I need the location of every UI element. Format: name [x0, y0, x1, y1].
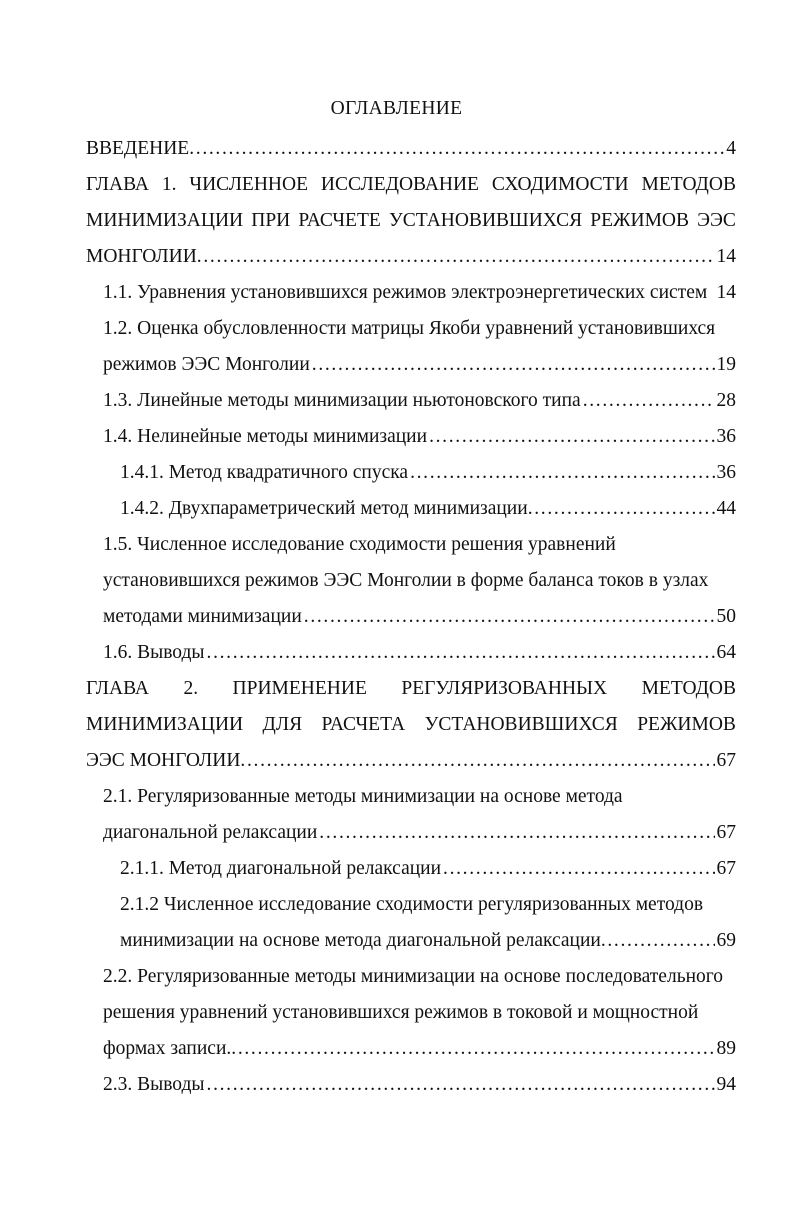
- toc-entry-1-6[interactable]: [103, 638, 736, 668]
- toc-entry-2-2[interactable]: [103, 1034, 736, 1064]
- toc-entry-1-2-line1[interactable]: 1.2. Оценка обусловленности матрицы Якоби уравнений установившихся: [103, 318, 716, 339]
- word: ДЛЯ: [262, 714, 303, 735]
- entry-label: методами минимизации: [103, 606, 302, 627]
- page-number: 67: [716, 750, 736, 771]
- chapter2-heading-line1[interactable]: [86, 674, 736, 704]
- toc-entry-1-4-2[interactable]: [120, 494, 736, 524]
- word: РАСЧЕТА: [321, 714, 406, 735]
- dot-leader: [601, 926, 715, 956]
- page-number: 28: [716, 390, 736, 411]
- page-number: 14: [716, 282, 736, 303]
- entry-label: 2.3. Выводы: [103, 1074, 205, 1095]
- word: СХОДИМОСТИ: [491, 174, 629, 195]
- page-number: 89: [716, 1038, 736, 1059]
- toc-entry-1-5[interactable]: [103, 602, 736, 632]
- page-number: 50: [716, 606, 736, 627]
- word: МИНИМИЗАЦИИ: [86, 714, 244, 735]
- entry-label: минимизации на основе метода диагональной релаксации: [120, 930, 601, 951]
- toc-title: ОГЛАВЛЕНИЕ: [330, 98, 463, 119]
- entry-label: 1.6. Выводы: [103, 642, 205, 663]
- page-number: 36: [716, 462, 736, 483]
- word: РЕГУЛЯРИЗОВАННЫХ: [401, 678, 608, 699]
- page-number: 44: [716, 498, 736, 519]
- dot-leader: [429, 422, 714, 452]
- chapter1-heading-line1[interactable]: [86, 170, 736, 200]
- dot-leader: [410, 458, 714, 488]
- toc-entry-2-1-2-line1[interactable]: 2.1.2 Численное исследование сходимости регуляризованных методов: [120, 894, 704, 915]
- word: УСТАНОВИВШИХСЯ: [424, 714, 618, 735]
- entry-label: 1.4. Нелинейные методы минимизации: [103, 426, 428, 447]
- page-number: 69: [716, 930, 736, 951]
- page-number: 94: [716, 1074, 736, 1095]
- entry-label: 1.3. Линейные методы минимизации ньютоновского типа: [103, 390, 581, 411]
- toc-entry-chapter1[interactable]: [86, 242, 736, 272]
- word: МЕТОДОВ: [641, 174, 736, 195]
- entry-label: 1.1. Уравнения установившихся режимов электроэнергетических систем: [103, 282, 708, 303]
- word: 1.: [161, 174, 177, 195]
- toc-entry-2-1-line1[interactable]: 2.1. Регуляризованные методы минимизации на основе метода: [103, 786, 623, 807]
- toc-entry-chapter2[interactable]: [86, 746, 736, 776]
- word: МЕТОДОВ: [641, 678, 736, 699]
- entry-label: режимов ЭЭС Монголии: [103, 354, 310, 375]
- dot-leader: [443, 854, 714, 884]
- word: ГЛАВА: [86, 678, 149, 699]
- page-number: 36: [716, 426, 736, 447]
- dot-leader: [240, 746, 714, 776]
- dot-leader: [304, 602, 715, 632]
- entry-label: 1.4.2. Двухпараметрический метод минимизации: [120, 498, 528, 519]
- word: РЕЖИМОВ: [590, 210, 690, 231]
- toc-entry-2-3[interactable]: [103, 1070, 736, 1100]
- entry-label: ВВЕДЕНИЕ: [86, 138, 190, 159]
- dot-leader: [189, 134, 724, 164]
- entry-label: МОНГОЛИИ: [86, 246, 197, 267]
- word: РЕЖИМОВ: [637, 714, 736, 735]
- dot-leader: [231, 1034, 714, 1064]
- word: ЭЭС: [697, 210, 736, 231]
- toc-entry-1-1[interactable]: [103, 278, 736, 308]
- toc-entry-1-3[interactable]: [103, 386, 736, 416]
- word: ГЛАВА: [86, 174, 149, 195]
- word: ЧИСЛЕННОЕ: [189, 174, 308, 195]
- dot-leader: [197, 242, 715, 272]
- word: РАСЧЕТЕ: [298, 210, 381, 231]
- toc-entry-2-2-line1[interactable]: 2.2. Регуляризованные методы минимизации на основе последовательного: [103, 966, 724, 987]
- page-number: 67: [716, 858, 736, 879]
- entry-label: 2.1.1. Метод диагональной релаксации: [120, 858, 442, 879]
- toc-entry-2-1-1[interactable]: [120, 854, 736, 884]
- toc-entry-1-5-line2[interactable]: установившихся режимов ЭЭС Монголии в форме баланса токов в узлах: [103, 570, 709, 591]
- toc-entry-2-1[interactable]: [103, 818, 736, 848]
- toc-entry-2-1-2[interactable]: [120, 926, 736, 956]
- chapter1-heading-line2[interactable]: [86, 206, 736, 236]
- dot-leader: [528, 494, 715, 524]
- chapter2-heading-line2[interactable]: [86, 710, 736, 740]
- entry-label: диагональной релаксации: [103, 822, 318, 843]
- toc-entry-intro[interactable]: [86, 134, 736, 164]
- dot-leader: [312, 350, 715, 380]
- dot-leader: [207, 638, 715, 668]
- page-number: 14: [716, 246, 736, 267]
- word: ИССЛЕДОВАНИЕ: [320, 174, 479, 195]
- toc-entry-1-4-1[interactable]: [120, 458, 736, 488]
- toc-entry-1-2[interactable]: [103, 350, 736, 380]
- page-number: 64: [716, 642, 736, 663]
- page-number: 67: [716, 822, 736, 843]
- page-number: 4: [726, 138, 736, 159]
- dot-leader: [207, 1070, 715, 1100]
- dot-leader: [319, 818, 714, 848]
- word: УСТАНОВИВШИХСЯ: [388, 210, 583, 231]
- dot-leader: [583, 386, 715, 416]
- entry-label: ЭЭС МОНГОЛИИ: [86, 750, 241, 771]
- word: МИНИМИЗАЦИИ: [86, 210, 244, 231]
- toc-entry-2-2-line2[interactable]: решения уравнений установившихся режимов в токовой и мощностной: [103, 1002, 699, 1023]
- word: ПРИ: [251, 210, 291, 231]
- word: 2.: [183, 678, 199, 699]
- page-number: 19: [716, 354, 736, 375]
- entry-label: 1.4.1. Метод квадратичного спуска: [120, 462, 409, 483]
- entry-label: формах записи.: [103, 1038, 232, 1059]
- toc-entry-1-5-line1[interactable]: 1.5. Численное исследование сходимости решения уравнений: [103, 534, 616, 555]
- toc-entry-1-4[interactable]: [103, 422, 736, 452]
- word: ПРИМЕНЕНИЕ: [232, 678, 367, 699]
